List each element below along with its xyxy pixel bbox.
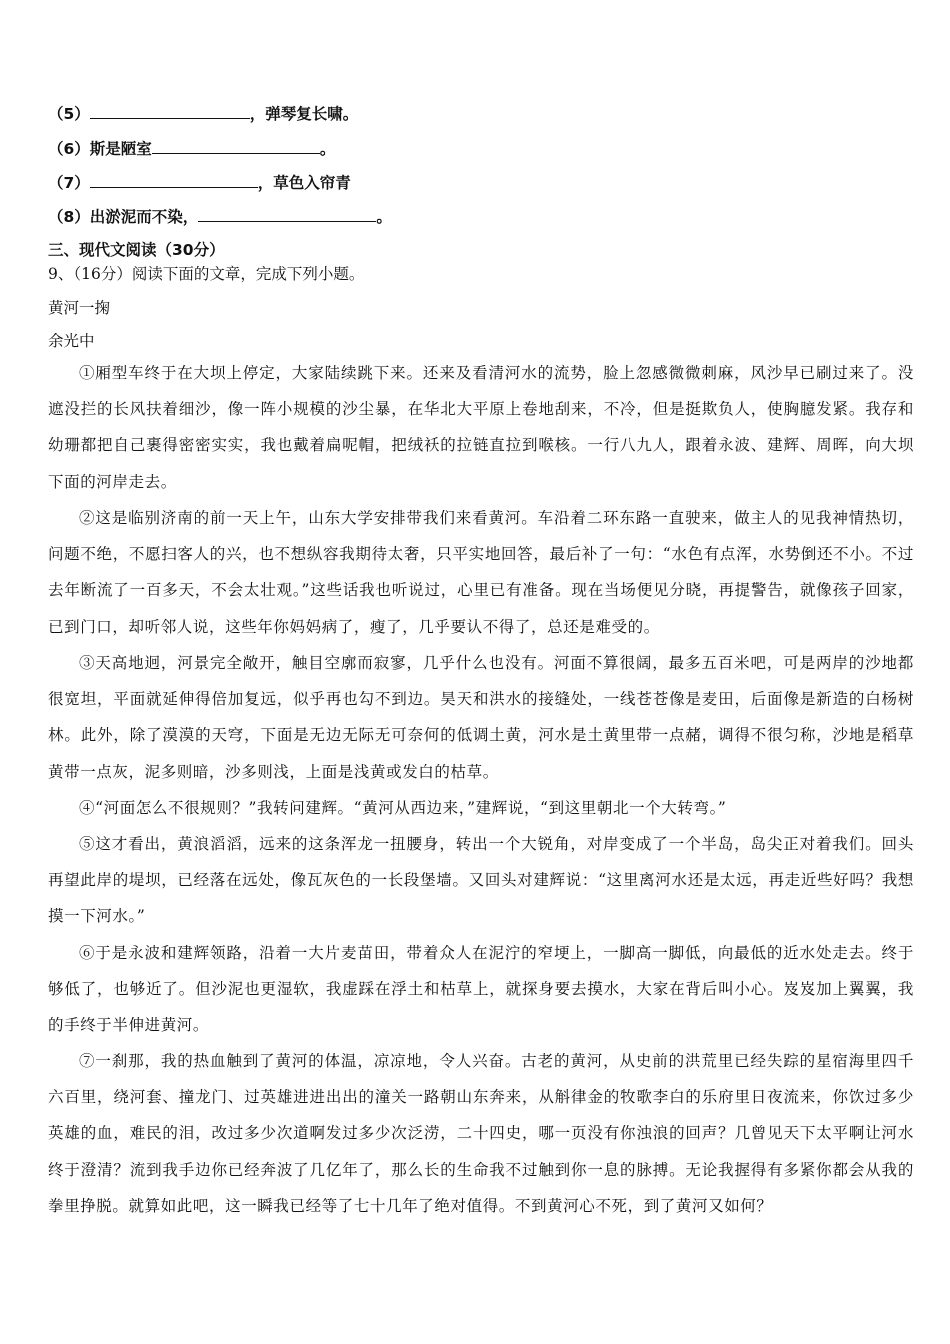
- paragraph-3: ③天高地迥，河景完全敞开，触目空廓而寂寥，几乎什么也没有。河面不算很阔，最多五百米吧，可是两岸的沙地都很宽坦，平面就延伸得倍加复远，似乎再也勾不到边。昊天和洪水的接缝处，一线苍苍像是麦田，后面像是新造的白杨树林。此外，除了漠漠的天穹，下面是无边无际无可奈何的低调土黄，河水是土黄里带一点赭，调得不很匀称，沙地是稻草黄带一点灰，泥多则暗，沙多则浅，上面是浅黄或发白的枯草。: [48, 654, 914, 781]
- paragraph-6: ⑥于是永波和建辉领路，沿着一大片麦苗田，带着众人在泥泞的窄埂上，一脚高一脚低，向最低的近水处走去。终于够低了，也够近了。但沙泥也更湿软，我虚踩在浮土和枯草上，就探身要去摸水，大家在背后叫小心。岌岌加上翼翼，我的手终于半伸进黄河。: [48, 944, 914, 1035]
- article-title: 黄河一掬: [48, 299, 111, 317]
- fill-item-number: （6）: [48, 140, 90, 158]
- answer-blank[interactable]: [90, 102, 250, 119]
- fill-item-suffix: ，弹琴复长啸。: [249, 105, 359, 123]
- paragraph-1: ①厢型车终于在大坝上停定，大家陆续跳下来。还来及看清河水的流势，脸上忽感微微刺麻，风沙早已刷过来了。没遮没拦的长风扶着细沙，像一阵小规模的沙尘暴，在华北大平原上卷地刮来，不冷，但是挺欺负人，使胸臆发紧。我存和幼珊都把自己裹得密密实实，我也戴着扁呢帽，把绒袄的拉链直拉到喉核。一行八九人，跟着永波、建辉、周晖，向大坝下面的河岸走去。: [48, 364, 914, 491]
- paragraph-2: ②这是临别济南的前一天上午，山东大学安排带我们来看黄河。车沿着二环东路一直驶来，做主人的见我神情热切，问题不绝，不愿扫客人的兴，也不想纵容我期待太奢，只平实地回答，最后补了一句：“水色有点浑，水势倒还不小。不过去年断流了一百多天，不会太壮观。”这些话我也听说过，心里已有准备。现在当场便见分晓，再提警告，就像孩子回家，已到门口，却听邻人说，这些年你妈妈病了，瘦了，几乎要认不得了，总还是难受的。: [48, 509, 914, 636]
- fill-item-suffix: ，草色入帘青: [257, 174, 351, 192]
- fill-item-number: （7）: [48, 174, 90, 192]
- paragraph-4: ④“河面怎么不很规则？”我转问建辉。“黄河从西边来，”建辉说，“到这里朝北一个大转弯。”: [79, 799, 727, 817]
- paragraph-7: ⑦一刹那，我的热血触到了黄河的体温，凉凉地，令人兴奋。古老的黄河，从史前的洪荒里已经失踪的星宿海里四千六百里，绕河套、撞龙门、过英雄进进出出的潼关一路朝山东奔来，从斛律金的牧歌李白的乐府里日夜流来，你饮过多少英雄的血，难民的泪，改过多少次道啊发过多少次泛涝，二十四史，哪一页没有你浊浪的回声？几曾见天下太平啊让河水终于澄清？流到我手边你已经奔波了几亿年了，那么长的生命我不过触到你一息的脉搏。无论我握得有多紧你都会从我的拳里挣脱。就算如此吧，这一瞬我已经等了七十几年了绝对值得。不到黄河心不死，到了黄河又如何？: [48, 1052, 914, 1215]
- fill-item-suffix: 。: [376, 208, 392, 226]
- fill-item-5: [48, 102, 914, 124]
- fill-item-8: [48, 205, 914, 227]
- fill-item-prefix: 出淤泥而不染，: [89, 208, 199, 226]
- fill-item-prefix: 斯是陋室: [89, 140, 152, 158]
- paragraph-5: ⑤这才看出，黄浪滔滔，远来的这条浑龙一扭腰身，转出一个大锐角，对岸变成了一个半岛，岛尖正对着我们。回头再望此岸的堤坝，已经落在远处，像瓦灰色的一长段堡墙。又回头对建辉说：“这里离河水还是太远，再走近些好吗？我想摸一下河水。”: [48, 835, 914, 926]
- fill-item-7: [48, 171, 914, 193]
- fill-item-6: [48, 137, 914, 159]
- answer-blank[interactable]: [90, 171, 258, 188]
- fill-item-suffix: 。: [319, 140, 336, 158]
- fill-item-number: （5）: [48, 105, 90, 123]
- answer-blank[interactable]: [198, 205, 376, 222]
- answer-blank[interactable]: [152, 137, 320, 154]
- fill-item-number: （8）: [48, 208, 90, 226]
- article-author: 余光中: [48, 332, 95, 350]
- section-title: 三、现代文阅读（30分）: [48, 241, 225, 259]
- question-intro: 9、（16分）阅读下面的文章，完成下列小题。: [48, 265, 365, 283]
